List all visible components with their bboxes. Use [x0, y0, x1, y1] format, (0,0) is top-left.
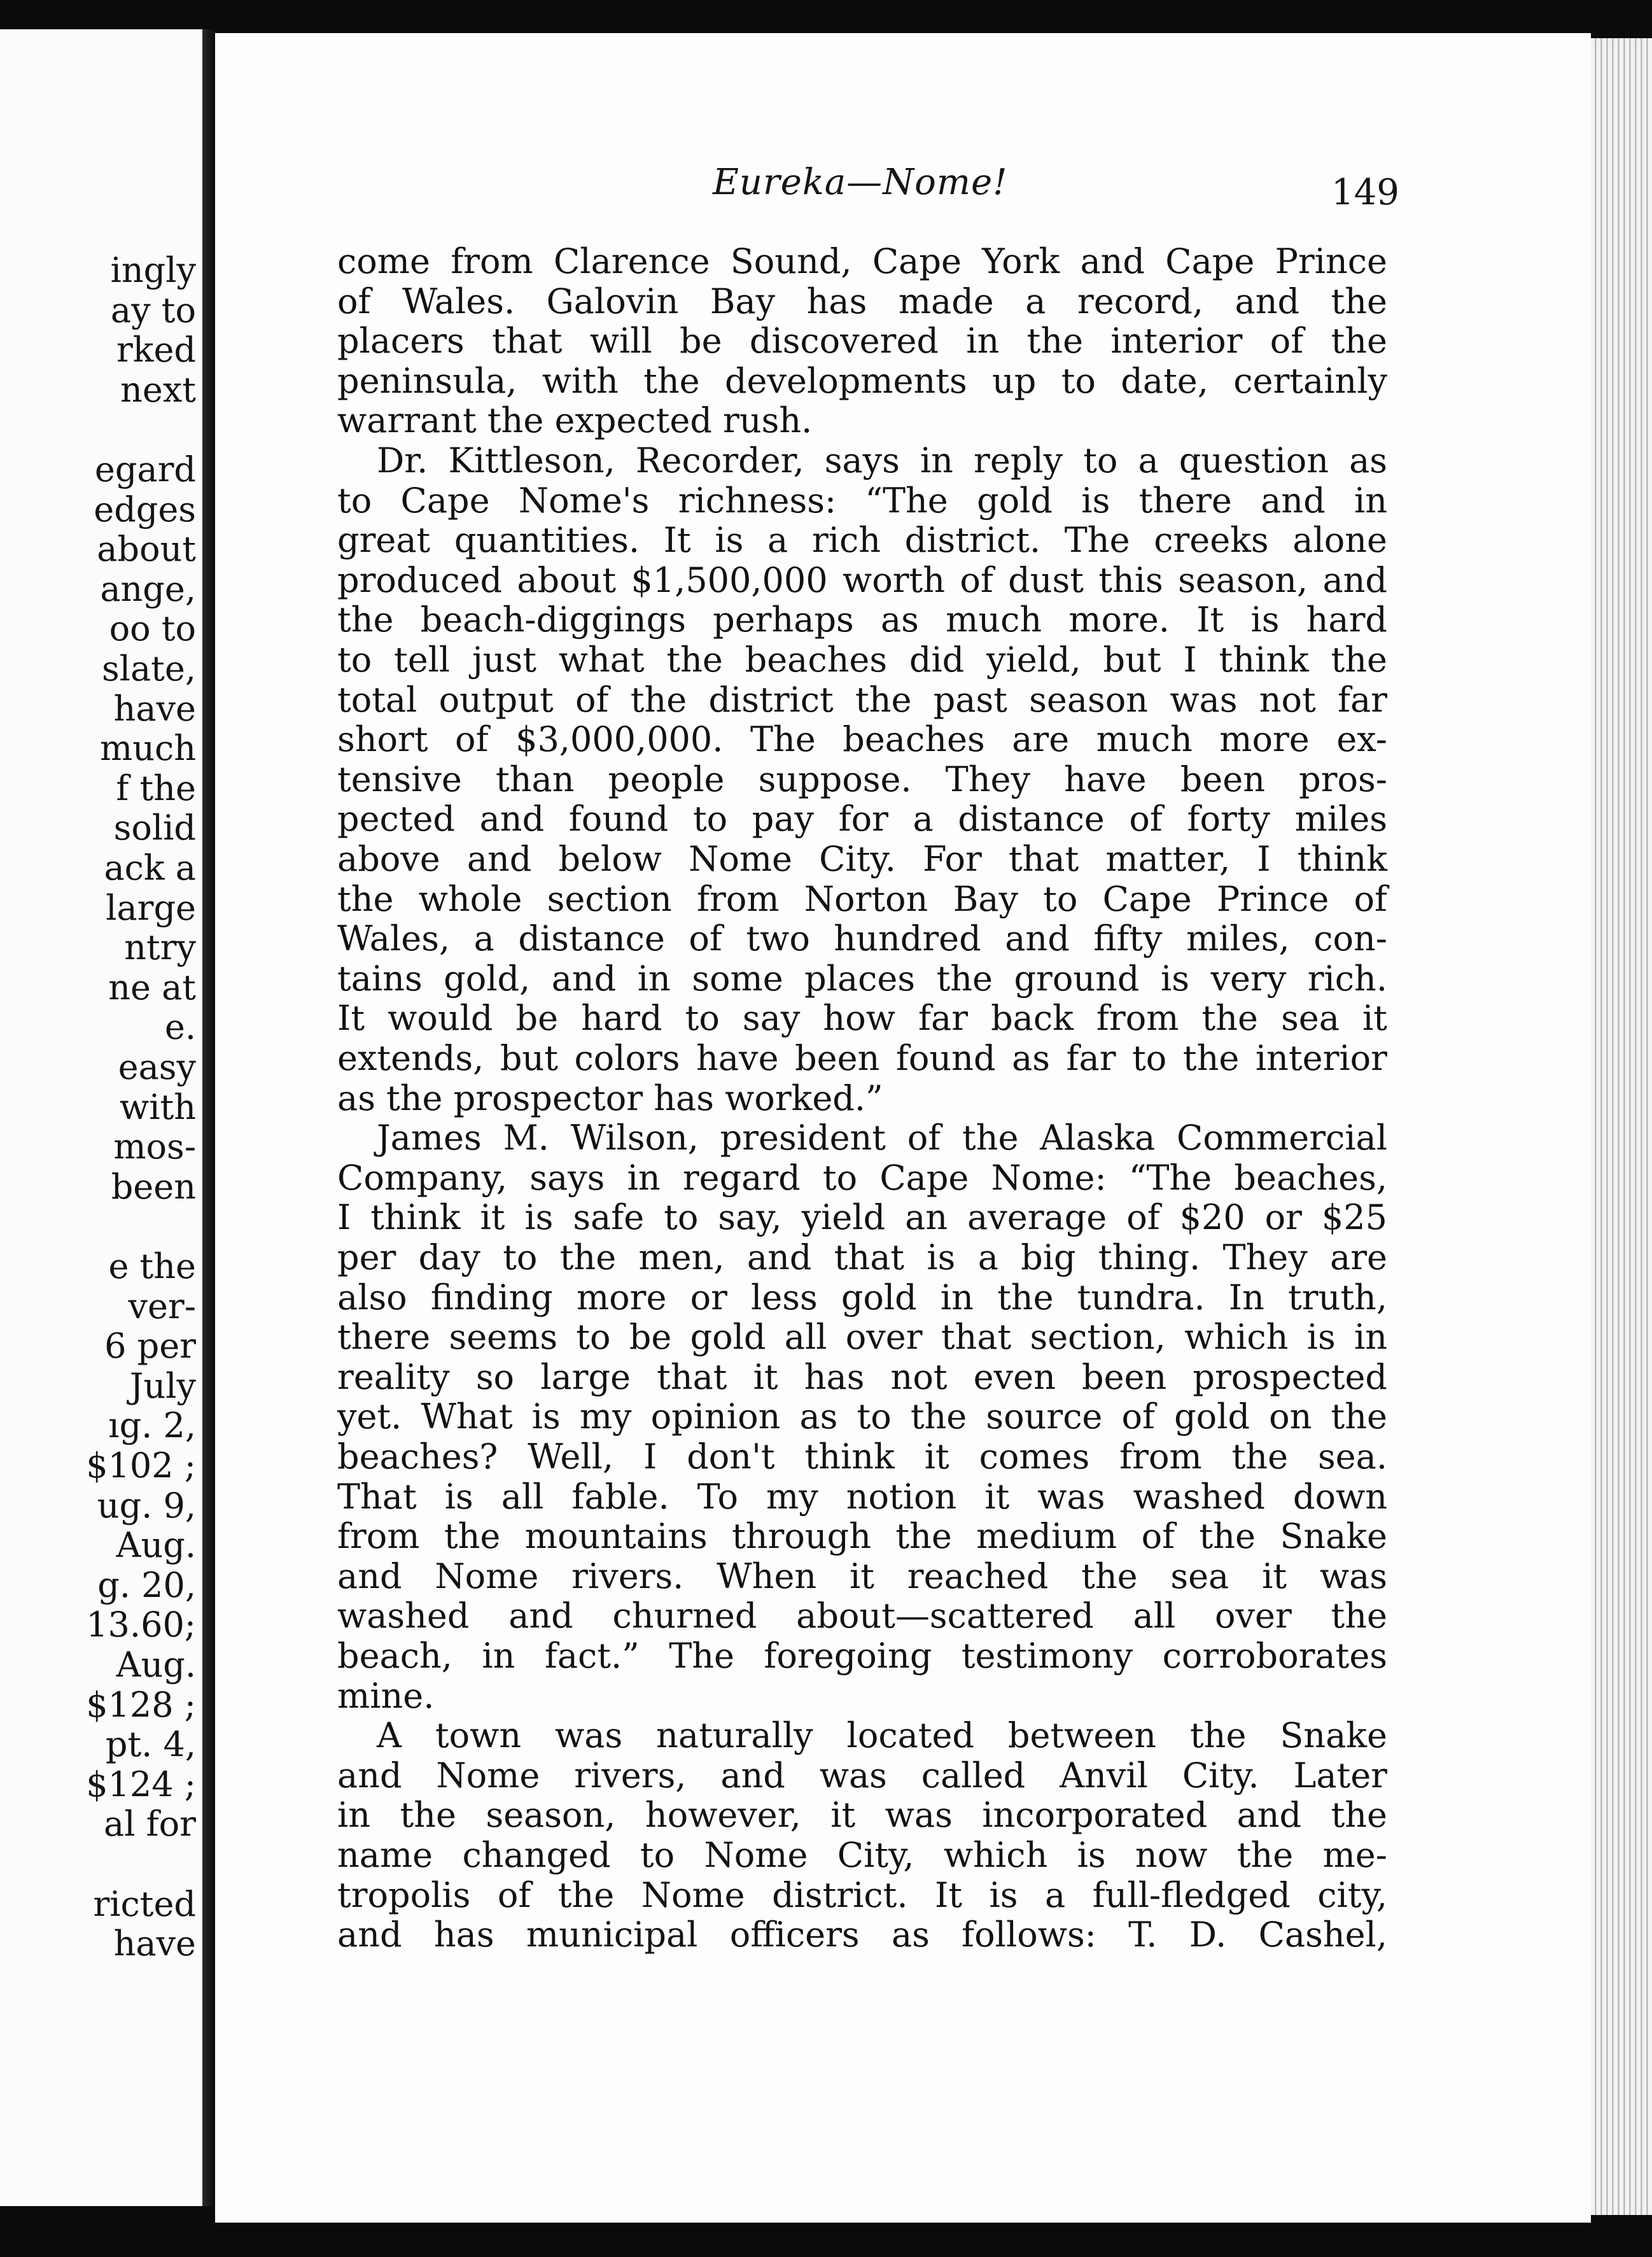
page-number: 149	[1331, 172, 1399, 213]
text-line: mine.	[337, 1675, 435, 1716]
left-page-line: solid	[113, 808, 196, 848]
left-page-line: ug. 9,	[97, 1485, 196, 1526]
left-page-line: large	[106, 887, 196, 928]
left-page-line: Aug.	[116, 1645, 196, 1685]
running-head: Eureka—Nome!	[713, 162, 1008, 203]
text-line: great quantities. It is a rich district. The creeks alone	[337, 520, 1387, 561]
left-page-line: have	[113, 688, 196, 729]
text-line: the whole section from Norton Bay to Cape Prince of	[337, 878, 1387, 919]
text-line: above and below Nome City. For that matter, I think	[337, 839, 1387, 879]
text-line: and Nome rivers. When it reached the sea it was	[337, 1556, 1387, 1596]
text-line: Wales, a distance of two hundred and fifty miles, con-	[337, 918, 1387, 959]
text-line: peninsula, with the developments up to date, certainly	[337, 360, 1387, 401]
left-page-line: mos-	[113, 1127, 196, 1167]
left-page-line: easy	[118, 1047, 196, 1087]
left-page-line: 6 per	[104, 1326, 196, 1367]
text-line: Company, says in regard to Cape Nome: “The beaches,	[337, 1157, 1387, 1198]
left-page-line: July	[129, 1365, 196, 1406]
text-line: placers that will be discovered in the interior of the	[337, 321, 1387, 362]
text-line: in the season, however, it was incorporated and the	[337, 1795, 1387, 1836]
text-line: washed and churned about—scattered all over the	[337, 1596, 1387, 1636]
text-line: Dr. Kittleson, Recorder, says in reply to a question as	[377, 440, 1387, 481]
page-edges	[1591, 38, 1652, 2215]
text-line: produced about $1,500,000 worth of dust this season, and	[337, 559, 1387, 600]
left-page-line: ange,	[100, 568, 196, 609]
book-gutter	[202, 29, 215, 2206]
text-line: to Cape Nome's richness: “The gold is there and in	[337, 480, 1387, 521]
left-page-line: with	[120, 1086, 196, 1127]
text-line: extends, but colors have been found as far to the interior	[337, 1038, 1387, 1078]
text-line: warrant the expected rush.	[337, 400, 813, 441]
left-page-line: 13.60;	[86, 1605, 196, 1645]
left-page-line: e.	[164, 1007, 196, 1048]
text-line: beaches? Well, I don't think it comes from the sea.	[337, 1437, 1387, 1477]
left-page-line: al for	[104, 1804, 196, 1845]
text-line: there seems to be gold all over that section, which is in	[337, 1317, 1387, 1358]
left-page-line: ne at	[108, 967, 196, 1008]
left-page-line: edges	[94, 489, 196, 530]
text-line: per day to the men, and that is a big thing. They are	[337, 1237, 1387, 1277]
left-page-line: pt. 4,	[105, 1724, 196, 1765]
left-page-line: about	[97, 529, 196, 570]
left-page-line: slate,	[102, 649, 196, 689]
text-line: and Nome rivers, and was called Anvil City. Later	[337, 1755, 1387, 1796]
text-line: James M. Wilson, president of the Alaska Commercial	[377, 1118, 1387, 1158]
left-page-line: ack a	[104, 848, 196, 888]
text-line: come from Clarence Sound, Cape York and Cape Prince	[337, 241, 1387, 281]
left-page-line: ver-	[128, 1286, 196, 1326]
left-page-line: much	[99, 728, 196, 769]
left-page-line: ingly	[110, 250, 196, 290]
text-line: name changed to Nome City, which is now the me-	[337, 1835, 1387, 1875]
left-page-line: oo to	[109, 608, 196, 649]
left-page-line: $128 ;	[86, 1684, 196, 1725]
left-page-line: ricted	[93, 1883, 196, 1924]
text-line: short of $3,000,000. The beaches are much more ex-	[337, 719, 1387, 760]
text-line: pected and found to pay for a distance of forty miles	[337, 799, 1387, 840]
left-page-line: have	[113, 1923, 196, 1964]
left-page-line: Aug.	[116, 1525, 196, 1566]
left-page-line: next	[120, 369, 196, 410]
text-line: from the mountains through the medium of the Snake	[337, 1516, 1387, 1557]
text-line: tensive than people suppose. They have been pros-	[337, 759, 1387, 799]
left-page-line: g. 20,	[97, 1564, 196, 1605]
text-line: the beach-diggings perhaps as much more. It is hard	[337, 600, 1387, 640]
text-line: A town was naturally located between the Snake	[377, 1715, 1387, 1756]
left-page-line: rked	[116, 330, 196, 370]
left-page-line: ay to	[110, 290, 196, 330]
left-page-line: been	[111, 1166, 196, 1207]
text-line: It would be hard to say how far back from the sea it	[337, 998, 1387, 1039]
text-line: That is all fable. To my notion it was washed down	[337, 1476, 1387, 1517]
text-line: reality so large that it has not even been prospected	[337, 1356, 1387, 1397]
text-line: of Wales. Galovin Bay has made a record, and the	[337, 281, 1387, 321]
left-page-line: ıg. 2,	[108, 1405, 196, 1446]
left-page-line: egard	[94, 449, 196, 489]
left-page-line: e the	[108, 1246, 196, 1286]
left-page-line: $102 ;	[86, 1445, 196, 1486]
text-line: also finding more or less gold in the tundra. In truth,	[337, 1277, 1387, 1318]
left-page-line: ntry	[124, 927, 196, 968]
text-line: tains gold, and in some places the ground is very rich.	[337, 958, 1387, 999]
left-page-line: f the	[116, 768, 196, 808]
text-line: I think it is safe to say, yield an average of $20 or $25	[337, 1197, 1387, 1238]
text-line: total output of the district the past season was not far	[337, 679, 1387, 720]
text-line: to tell just what the beaches did yield, but I think the	[337, 640, 1387, 680]
left-page-line: $124 ;	[86, 1764, 196, 1804]
text-line: as the prospector has worked.”	[337, 1078, 883, 1118]
text-line: beach, in fact.” The foregoing testimony corroborates	[337, 1636, 1387, 1676]
left-page-fragment	[0, 29, 202, 2206]
text-line: tropolis of the Nome district. It is a full-fledged city,	[337, 1874, 1387, 1915]
text-line: yet. What is my opinion as to the source of gold on the	[337, 1396, 1387, 1437]
text-line: and has municipal officers as follows: T. D. Cashel,	[337, 1915, 1387, 1955]
